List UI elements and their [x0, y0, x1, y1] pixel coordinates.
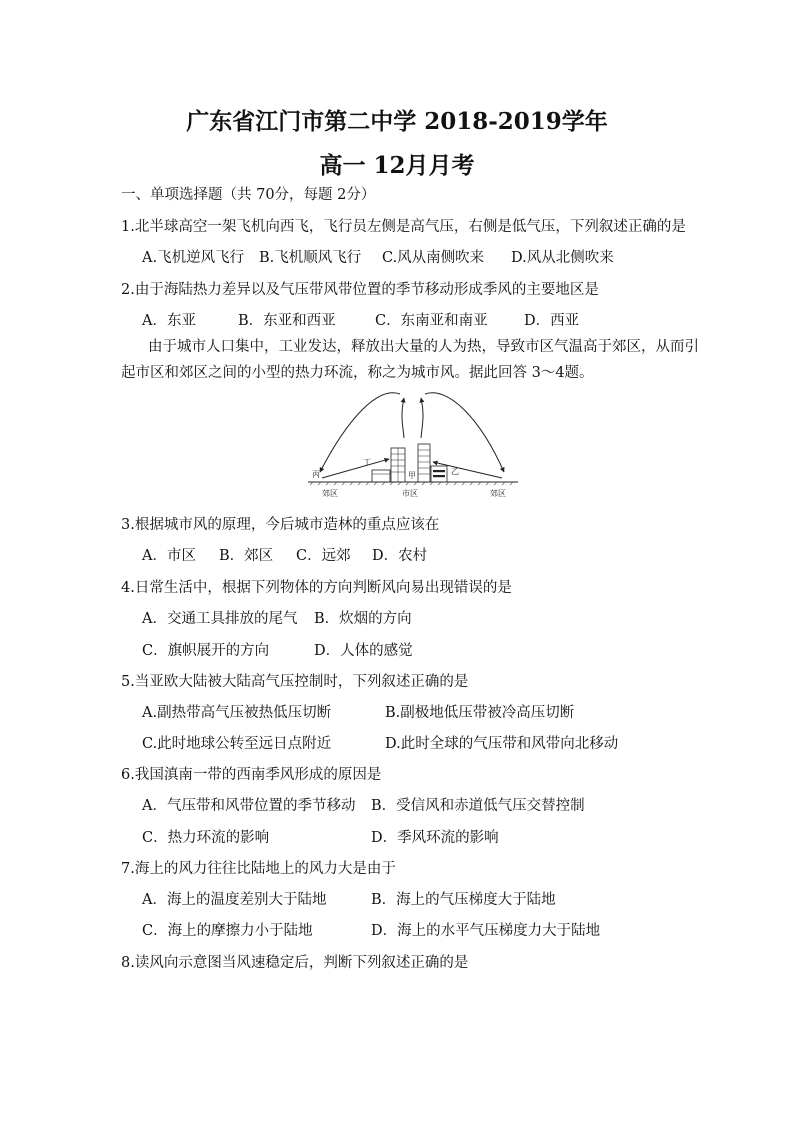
q7-option-c: C．海上的摩擦力小于陆地: [142, 923, 313, 939]
arrow-aloft-right: [425, 393, 504, 472]
q5-option-b: B.副极地低压带被冷高压切断: [385, 705, 575, 721]
exam-title-line2: 高一 12月月考: [319, 152, 475, 179]
q4-option-d: D．人体的感觉: [314, 643, 413, 659]
q2-option-b: B．东亚和西亚: [238, 313, 336, 329]
q7-option-b: B．海上的气压梯度大于陆地: [371, 892, 556, 908]
building-low-left: [372, 470, 390, 482]
city-wind-diagram: [308, 388, 518, 500]
q6-option-a: A．气压带和风带位置的季节移动: [142, 798, 356, 814]
q7-option-a: A．海上的温度差别大于陆地: [142, 892, 327, 908]
q3-option-d: D．农村: [372, 548, 428, 564]
arrow-rising-right: [421, 398, 423, 438]
building-low-right: [431, 466, 447, 482]
q3-option-a: A．市区: [142, 548, 196, 564]
q2-option-d: D．西亚: [524, 313, 580, 329]
q3-option-c: C．远郊: [296, 548, 351, 564]
q7-stem: 7.海上的风力往往比陆地上的风力大是由于: [121, 861, 396, 877]
arrow-surface-left: [322, 459, 389, 478]
q8-stem: 8.读风向示意图当风速稳定后，判断下列叙述正确的是: [121, 955, 469, 971]
label-suburb-right: 郊区: [490, 489, 506, 498]
q7-option-d: D．海上的水平气压梯度力大于陆地: [371, 923, 601, 939]
building-tall-right: [418, 444, 430, 482]
label-city: 市区: [402, 489, 418, 498]
q6-option-d: D．季风环流的影响: [371, 830, 499, 846]
q4-option-b: B．炊烟的方向: [314, 611, 412, 627]
section-heading: 一、单项选择题（共 70分，每题 2分）: [121, 187, 376, 203]
q1-option-b: B.飞机顺风飞行: [259, 250, 362, 266]
label-suburb-left: 郊区: [322, 489, 338, 498]
q1-stem: 1.北半球高空一架飞机向西飞，飞行员左侧是高气压，右侧是低气压，下列叙述正确的是: [121, 219, 686, 235]
q1-option-a: A.飞机逆风飞行: [142, 250, 245, 266]
q1-option-c: C.风从南侧吹来: [382, 250, 485, 266]
q5-option-c: C.此时地球公转至远日点附近: [142, 736, 332, 752]
passage-line1: 由于城市人口集中，工业发达，释放出大量的人为热，导致市区气温高于郊区，从而引: [148, 339, 699, 355]
arrow-aloft-left: [320, 393, 400, 472]
exam-title-line1: 广东省江门市第二中学 2018-2019学年: [186, 108, 608, 135]
label-ding: 丁: [363, 458, 371, 467]
q4-stem: 4.日常生活中，根据下列物体的方向判断风向易出现错误的是: [121, 580, 512, 596]
q2-stem: 2.由于海陆热力差异以及气压带风带位置的季节移动形成季风的主要地区是: [121, 282, 599, 298]
q6-option-b: B．受信风和赤道低气压交替控制: [371, 798, 585, 814]
q4-option-c: C．旗帜展开的方向: [142, 643, 270, 659]
q5-option-a: A.副热带高气压被热低压切断: [142, 705, 332, 721]
label-bing: 丙: [312, 470, 320, 479]
q3-option-b: B．郊区: [219, 548, 274, 564]
passage-line2: 起市区和郊区之间的小型的热力环流，称之为城市风。据此回答 3～4题。: [121, 365, 594, 381]
label-jia: 甲: [408, 471, 416, 480]
q5-option-d: D.此时全球的气压带和风带向北移动: [385, 736, 619, 752]
q5-stem: 5.当亚欧大陆被大陆高气压控制时，下列叙述正确的是: [121, 674, 469, 690]
arrow-rising-left: [402, 398, 404, 438]
q4-option-a: A．交通工具排放的尾气: [142, 611, 298, 627]
q2-option-c: C．东南亚和南亚: [375, 313, 488, 329]
label-yi: 乙: [451, 467, 459, 476]
q6-option-c: C．热力环流的影响: [142, 830, 270, 846]
q3-stem: 3.根据城市风的原理，今后城市造林的重点应该在: [121, 517, 440, 533]
q2-option-a: A．东亚: [142, 313, 196, 329]
q6-stem: 6.我国滇南一带的西南季风形成的原因是: [121, 767, 382, 783]
q1-option-d: D.风从北侧吹来: [511, 250, 614, 266]
